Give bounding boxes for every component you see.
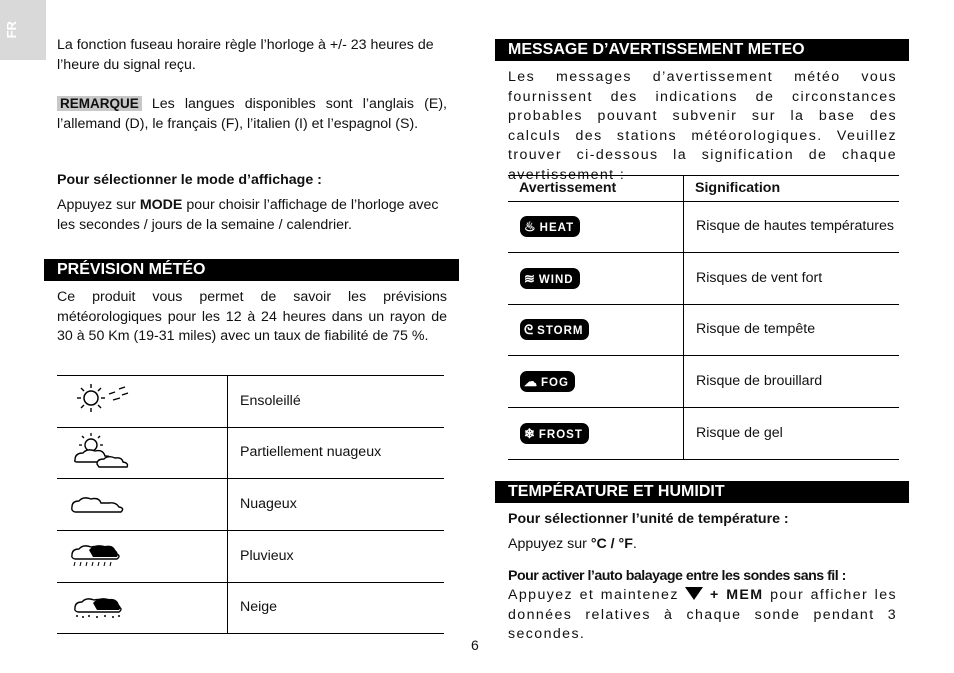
temp-text-start: Appuyez sur [508, 536, 591, 552]
warning-meaning: Risque de brouillard [684, 356, 900, 408]
note-paragraph [57, 94, 447, 134]
frost-badge-label: FROST [538, 428, 583, 441]
forecast-paragraph: Ce produit vous permet de savoir les prévisions météorologiques pour les 12 à 24 heures dans un rayon de 30 à 50 Km (19-31 miles) avec un taux de fiabilité de 75 %. [57, 289, 447, 344]
partly-cloudy-icon [57, 428, 228, 479]
warning-meaning: Risque de gel [684, 408, 900, 460]
warning-meaning: Risque de hautes températures [684, 202, 900, 253]
rainy-icon [57, 531, 228, 583]
warning-row [508, 202, 899, 253]
forecast-label: Partiellement nuageux [228, 428, 445, 479]
storm-badge-label: STORM [537, 325, 584, 338]
page-number: 6 [471, 637, 479, 653]
warning-table-header [508, 176, 899, 202]
forecast-section-title: PRÉVISION MÉTÉO [44, 259, 459, 281]
snowflake-icon: ❄ [524, 425, 536, 441]
display-text-start: Appuyez sur [57, 197, 140, 213]
note-text: Les langues disponibles sont l’anglais (E), l’allemand (D), le français (F), l’italien (I) et l’espagnol (S). [57, 96, 447, 132]
wind-icon: ≋ [524, 270, 536, 286]
mem-key: + MEM [703, 587, 764, 603]
forecast-row [57, 531, 444, 583]
forecast-label: Neige [228, 583, 445, 634]
forecast-row [57, 479, 444, 531]
cloudy-icon [57, 479, 228, 531]
down-arrow-icon [685, 587, 703, 600]
language-tab [0, 0, 46, 60]
snow-icon [57, 583, 228, 634]
forecast-label: Ensoleillé [228, 376, 445, 428]
warning-paragraph [508, 68, 897, 185]
fog-icon: ☁ [524, 373, 538, 389]
warning-row [508, 253, 899, 305]
temperature-unit-paragraph [508, 535, 897, 555]
warning-text: Les messages d’avertissement météo vous fournissent des indications de circonstances probables pouvant subvenir sur la base des calculs des stations météorologiques. Veuillez trouver ci-dessous la signification de chaque avertissement : [508, 69, 897, 183]
warning-meaning: Risques de vent fort [684, 253, 900, 305]
wind-badge [520, 268, 580, 289]
timezone-paragraph: La fonction fuseau horaire règle l’horloge à +/- 23 heures de l’heure du signal reçu. [57, 37, 434, 73]
heat-badge [520, 216, 580, 237]
auto-scan-paragraph [508, 586, 897, 645]
flame-icon: ♨ [524, 219, 537, 235]
forecast-label: Pluvieux [228, 531, 445, 583]
storm-icon: ᘓ [524, 322, 535, 338]
note-label: REMARQUE [57, 96, 142, 111]
mode-key: MODE [139, 197, 183, 213]
fog-badge-label: FOG [541, 376, 569, 389]
auto-scan-heading: Pour activer l’auto balayage entre les sondes sans fil : [508, 568, 846, 584]
wind-badge-label: WIND [538, 273, 574, 286]
unit-key: °C / °F [590, 536, 633, 552]
display-text-end: pour choisir l’affichage de l’horloge avec les secondes / jours de la semaine / calendrier. [57, 197, 439, 233]
fog-badge [520, 371, 575, 392]
display-mode-heading: Pour sélectionner le mode d’affichage : [57, 172, 322, 188]
warning-section-title: MESSAGE D’AVERTISSEMENT METEO [495, 39, 909, 61]
storm-badge [520, 319, 589, 340]
warning-table [508, 175, 899, 460]
scan-text-end: pour afficher les données relatives à chaque sonde pendant 3 secondes. [508, 587, 898, 642]
warning-row [508, 408, 899, 460]
warning-row [508, 356, 899, 408]
forecast-row [57, 428, 444, 479]
warning-meaning: Risque de tempête [684, 305, 900, 356]
header-warning: Avertissement [508, 176, 684, 202]
heat-badge-label: HEAT [539, 222, 575, 235]
header-meaning: Signification [684, 176, 900, 202]
forecast-label: Nuageux [228, 479, 445, 531]
forecast-row [57, 583, 444, 634]
temperature-unit-heading: Pour sélectionner l’unité de température : [508, 511, 789, 527]
forecast-row [57, 376, 444, 428]
language-label: FR [3, 21, 19, 39]
sunny-icon [57, 376, 228, 428]
scan-text-start: Appuyez et maintenez [508, 587, 686, 603]
temp-text-end: . [632, 536, 637, 552]
frost-badge [520, 423, 589, 444]
warning-row [508, 305, 899, 356]
temperature-section-title: TEMPÉRATURE ET HUMIDIT [495, 481, 909, 503]
display-mode-paragraph [57, 196, 449, 235]
forecast-table [57, 375, 444, 634]
